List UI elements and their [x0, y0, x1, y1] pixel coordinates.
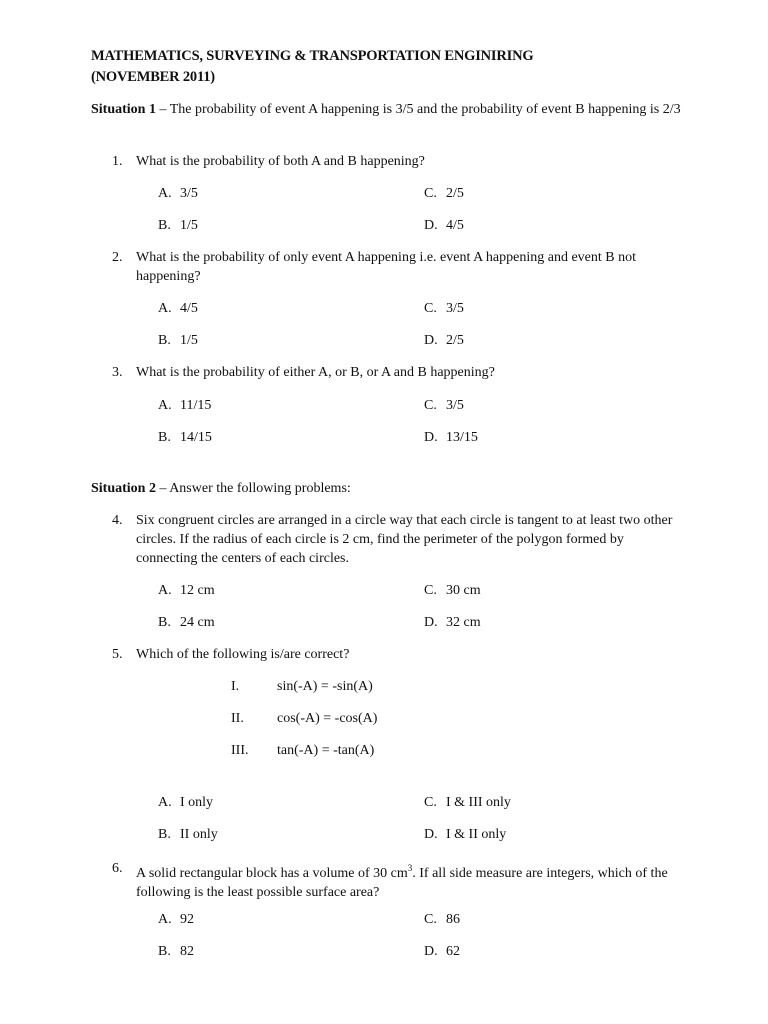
title-line-1: MATHEMATICS, SURVEYING & TRANSPORTATION ENGINIRING [91, 48, 534, 64]
statement-iii: III. tan(-A) = -tan(A) [231, 743, 375, 758]
question-5 [112, 645, 677, 664]
question-4 [112, 511, 677, 568]
situation-2 [91, 479, 681, 498]
choice-c: C. I & III only [424, 795, 511, 810]
question-6 [112, 859, 677, 902]
choice-c: C. 30 cm [424, 583, 481, 598]
choice-d: D. 2/5 [424, 333, 464, 348]
choice-d: D. 13/15 [424, 430, 478, 445]
choice-b: B. 82 [158, 944, 194, 959]
question-number: 5. [112, 647, 123, 662]
choice-a: A. 3/5 [158, 186, 198, 201]
choice-a: A. 11/15 [158, 398, 212, 413]
situation-1 [91, 100, 681, 119]
superscript-3: 3 [407, 863, 413, 873]
choice-a: A. 92 [158, 912, 194, 927]
choice-a: A. I only [158, 795, 214, 810]
choice-b: B. II only [158, 827, 218, 842]
situation-text: – The probability of event A happening is 3/5 and the probability of event B happening is 2/3 [155, 102, 681, 117]
choice-a: A. 4/5 [158, 301, 198, 316]
choice-c: C. 3/5 [424, 301, 464, 316]
question-text: Which of the following is/are correct? [136, 647, 350, 662]
question-number: 2. [112, 250, 123, 265]
situation-label: Situation 1 [91, 102, 156, 117]
choice-d: D. 62 [424, 944, 460, 959]
choice-b: B. 1/5 [158, 218, 198, 233]
document-title [91, 46, 533, 88]
question-text: What is the probability of only event A happening i.e. event A happening and event B not happening? [136, 250, 637, 284]
choice-d: D. I & II only [424, 827, 507, 842]
question-2 [112, 248, 677, 286]
question-number: 1. [112, 154, 123, 169]
choice-b: B. 1/5 [158, 333, 198, 348]
choice-a: A. 12 cm [158, 583, 215, 598]
situation-label: Situation 2 [91, 481, 156, 496]
choice-b: B. 14/15 [158, 430, 212, 445]
question-text: What is the probability of both A and B happening? [136, 154, 425, 169]
question-1 [112, 152, 677, 171]
question-text: What is the probability of either A, or B, or A and B happening? [136, 365, 495, 380]
question-number: 3. [112, 365, 123, 380]
situation-text: – Answer the following problems: [155, 481, 351, 496]
question-3 [112, 363, 677, 382]
choice-d: D. 32 cm [424, 615, 481, 630]
choice-c: C. 2/5 [424, 186, 464, 201]
choice-c: C. 86 [424, 912, 460, 927]
choice-d: D. 4/5 [424, 218, 464, 233]
question-number: 4. [112, 513, 123, 528]
title-line-2: (NOVEMBER 2011) [91, 69, 215, 85]
statement-i: I. sin(-A) = -sin(A) [231, 679, 373, 694]
question-text: Six congruent circles are arranged in a circle way that each circle is tangent to at least two other circles. If the radius of each circle is 2 cm, find the perimeter of the polygon formed by connecting the centers of each circles. [136, 513, 673, 566]
choice-c: C. 3/5 [424, 398, 464, 413]
question-text: A solid rectangular block has a volume of 30 $cm^3$. If all side measure are integers, which of the following is the least possible surface area? [136, 863, 668, 900]
statement-ii: II. cos(-A) = -cos(A) [231, 711, 378, 726]
choice-b: B. 24 cm [158, 615, 215, 630]
question-number: 6. [112, 861, 123, 876]
